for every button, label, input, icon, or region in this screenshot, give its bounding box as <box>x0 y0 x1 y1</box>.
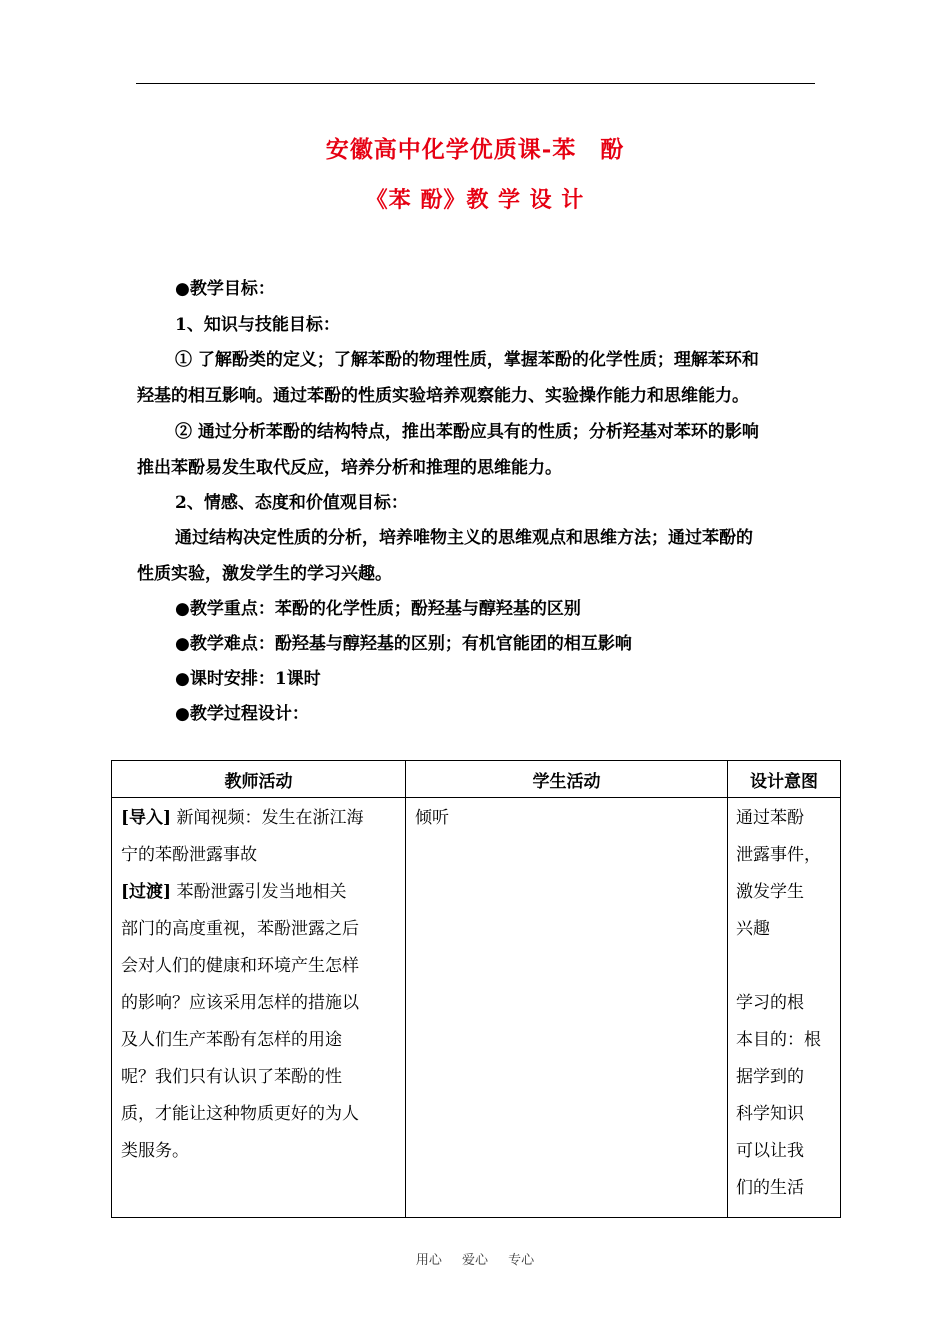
teacher-line: 类服务。 <box>121 1141 189 1161</box>
teacher-activity-cell <box>112 798 406 1218</box>
lead-tag: [导入] <box>121 808 172 828</box>
teacher-line: 部门的高度重视，苯酚泄露之后 <box>121 919 359 939</box>
transition-tag: [过渡] <box>121 882 172 902</box>
emotion-goal-heading: 2、情感、态度和价值观目标： <box>175 493 408 513</box>
emotion-goal-line-2: 性质实验，激发学生的学习兴趣。 <box>137 564 392 584</box>
page-footer <box>0 1249 950 1268</box>
page-subtitle: 《苯 酚》教 学 设 计 <box>365 187 585 213</box>
teacher-line: 的影响？应该采用怎样的措施以 <box>121 993 359 1013</box>
page-title: 安徽高中化学优质课-苯 酚 <box>325 136 625 163</box>
intent-line: 激发学生 <box>736 882 804 902</box>
goal-2-line-1: ② 通过分析苯酚的结构特点，推出苯酚应具有的性质；分析羟基对苯环的影响 <box>175 422 759 442</box>
goal-1-line-1: ① 了解酚类的定义；了解苯酚的物理性质，掌握苯酚的化学性质；理解苯环和 <box>175 350 759 370</box>
col-header-intent: 设计意图 <box>728 761 841 798</box>
intent-line: 可以让我 <box>736 1141 804 1161</box>
teacher-line: 呢？我们只有认识了苯酚的性 <box>121 1067 342 1087</box>
intent-line: 本目的：根 <box>736 1030 821 1050</box>
col-header-teacher: 教师活动 <box>112 761 406 798</box>
student-line: 倾听 <box>415 808 449 828</box>
table-row <box>112 798 841 1218</box>
table-header-row <box>112 761 841 798</box>
intent-line: 科学知识 <box>736 1104 804 1124</box>
intent-line: 泄露事件， <box>736 845 821 865</box>
footer-word: 用心 <box>415 1253 442 1268</box>
key-points: ●教学重点：苯酚的化学性质；酚羟基与醇羟基的区别 <box>175 599 581 619</box>
teacher-line: 会对人们的健康和环境产生怎样 <box>121 956 359 976</box>
teacher-line: 苯酚泄露引发当地相关 <box>176 882 347 902</box>
lesson-schedule: ●课时安排：1课时 <box>175 669 321 689</box>
intent-line: 学习的根 <box>736 993 804 1013</box>
intent-line: 据学到的 <box>736 1067 804 1087</box>
teacher-line: 质，才能让这种物质更好的为人 <box>121 1104 359 1124</box>
teacher-line: 宁的苯酚泄露事故 <box>121 845 257 865</box>
process-heading: ●教学过程设计： <box>175 704 309 724</box>
student-activity-cell <box>406 798 728 1218</box>
knowledge-goal-heading: 1、知识与技能目标： <box>175 315 340 335</box>
col-header-student: 学生活动 <box>406 761 728 798</box>
emotion-goal-line-1: 通过结构决定性质的分析，培养唯物主义的思维观点和思维方法；通过苯酚的 <box>175 528 753 548</box>
difficult-points: ●教学难点：酚羟基与醇羟基的区别；有机官能团的相互影响 <box>175 634 632 654</box>
design-intent-cell <box>728 798 841 1218</box>
intent-line: 通过苯酚 <box>736 808 804 828</box>
teacher-line: 及人们生产苯酚有怎样的用途 <box>121 1030 342 1050</box>
footer-word: 爱心 <box>461 1253 488 1268</box>
footer-word: 专心 <box>508 1253 535 1268</box>
header-rule <box>136 83 815 84</box>
objectives-heading: ●教学目标： <box>175 279 275 299</box>
goal-1-line-2: 羟基的相互影响。通过苯酚的性质实验培养观察能力、实验操作能力和思维能力。 <box>137 386 749 406</box>
teaching-process-table <box>111 760 841 1218</box>
intent-spacer <box>736 948 838 985</box>
teacher-line: 新闻视频：发生在浙江海 <box>176 808 364 828</box>
intent-line: 们的生活 <box>736 1178 804 1198</box>
goal-2-line-2: 推出苯酚易发生取代反应，培养分析和推理的思维能力。 <box>137 458 562 478</box>
intent-line: 兴趣 <box>736 919 770 939</box>
